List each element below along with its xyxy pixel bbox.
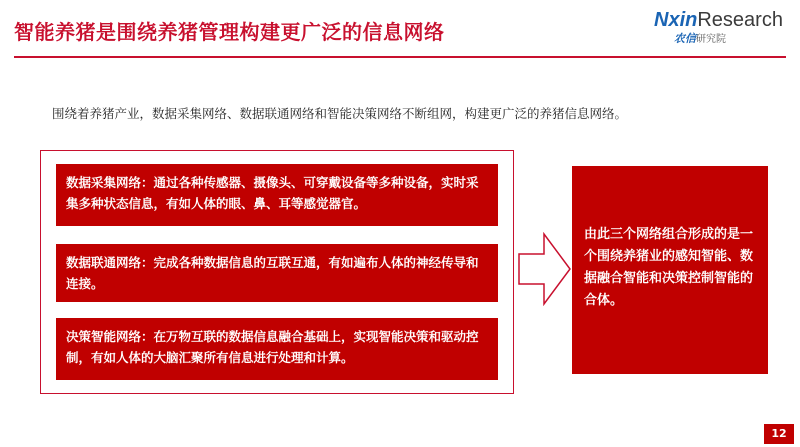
intro-text: 围绕着养猪产业，数据采集网络、数据联通网络和智能决策网络不断组网，构建更广泛的养猪信息网络。	[52, 106, 628, 121]
page-number: 12	[764, 424, 794, 444]
logo-institute-text: 研究院	[696, 34, 726, 45]
nxin-research-logo	[654, 8, 794, 52]
network-card-decision-intelligence: 决策智能网络：在万物互联的数据信息融合基础上，实现智能决策和驱动控制，有如人体的大脑汇聚所有信息进行处理和计算。	[56, 318, 498, 380]
network-card-data-collection: 数据采集网络：通过各种传感器、摄像头、可穿戴设备等多种设备，实时采集多种状态信息，有如人体的眼、鼻、耳等感觉器官。	[56, 164, 498, 226]
logo-brand: Nxin	[654, 9, 698, 31]
logo-research-text: Research	[697, 9, 783, 31]
result-summary-box: 由此三个网络组合形成的是一个围绕养猪业的感知智能、数据融合智能和决策控制智能的合体。	[572, 166, 768, 374]
right-arrow-icon	[518, 232, 572, 306]
title-divider	[14, 56, 786, 58]
logo-cn-brand: 农信	[674, 32, 696, 45]
network-card-data-connection: 数据联通网络：完成各种数据信息的互联互通，有如遍布人体的神经传导和连接。	[56, 244, 498, 302]
slide-title: 智能养猪是围绕养猪管理构建更广泛的信息网络	[14, 20, 445, 44]
